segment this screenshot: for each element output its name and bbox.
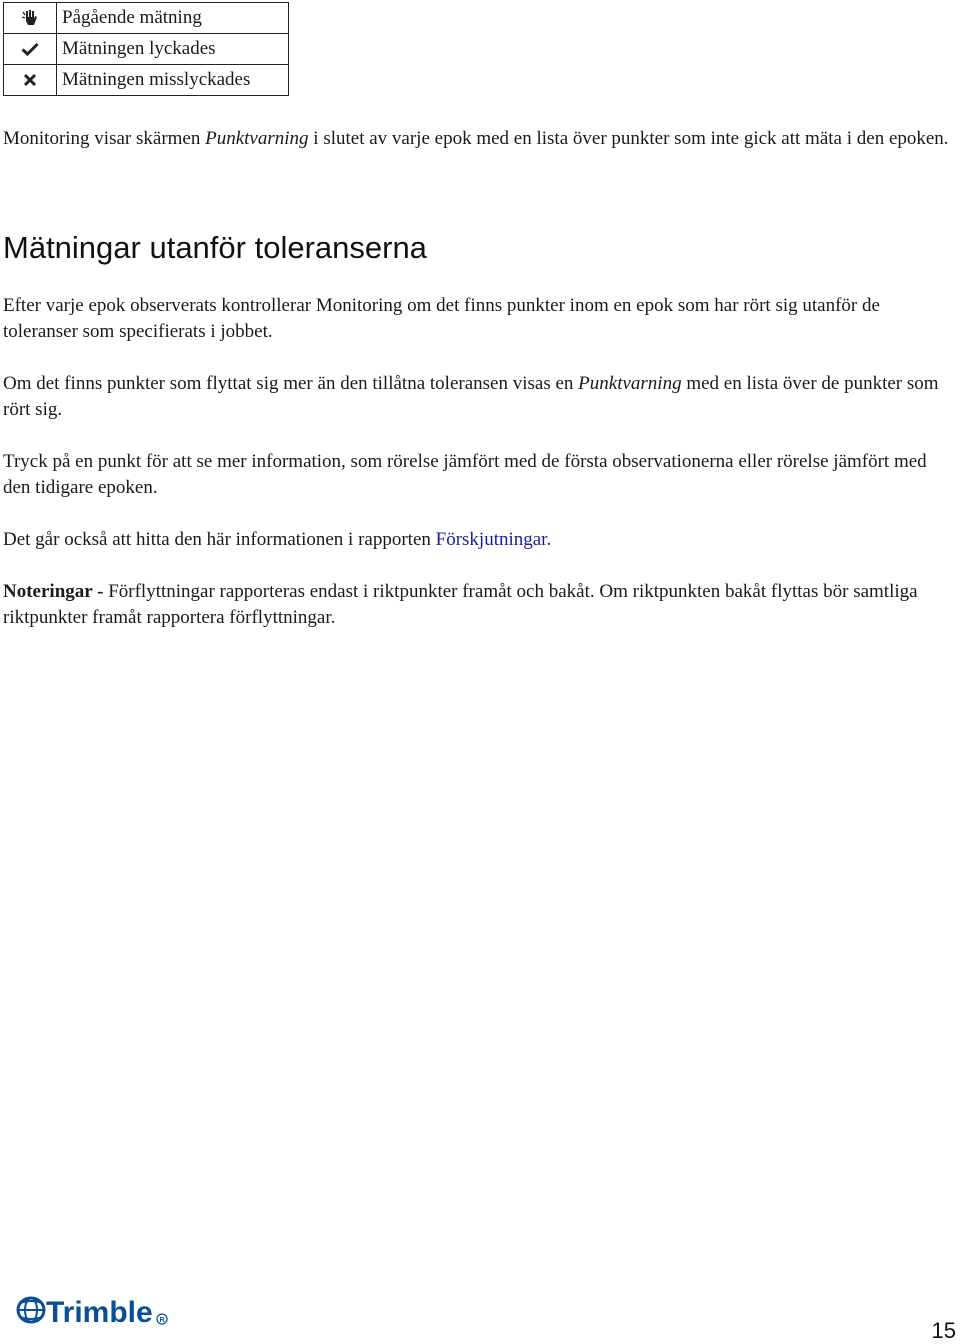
para4-text: Det går också att hitta den här informationen i rapporten [3, 529, 436, 550]
trimble-logo [16, 1292, 176, 1328]
intro-paragraph [3, 126, 958, 152]
measuring-hand-icon [4, 3, 57, 34]
intro-text-start: Monitoring visar skärmen [3, 128, 206, 149]
note-label: Noteringar - [3, 581, 104, 602]
para2-text-end: med en lista över de punkter som rört sig. [3, 373, 939, 420]
status-label-failed: Mätningen misslyckades [57, 65, 289, 96]
para2-text-start: Om det finns punkter som flyttat sig mer än den tillåtna toleransen visas en [3, 373, 579, 394]
paragraph-epoch-check: Efter varje epok observerats kontrollerar Monitoring om det finns punkter inom en epok som har rört sig utanför de toleranser som specifierats i jobbet. [3, 295, 880, 342]
page-number: 15 [931, 1318, 956, 1343]
paragraph-report [3, 527, 958, 553]
status-row-success [4, 34, 289, 65]
status-label-success: Mätningen lyckades [57, 34, 289, 65]
globe-icon [18, 1298, 44, 1322]
checkmark-icon [4, 34, 57, 65]
status-label-in-progress: Pågående mätning [57, 3, 289, 34]
para2-screen-name: Punktvarning [578, 373, 682, 394]
intro-screen-name: Punktvarning [205, 128, 309, 149]
paragraph-tap-point: Tryck på en punkt för att se mer information, som rörelse jämfört med de första observationerna eller rörelse jämfört med den tidigare epoken. [3, 451, 927, 498]
intro-text-end: i slutet av varje epok med en lista över punkter som inte gick att mäta i den epoken. [308, 128, 949, 149]
cross-icon [4, 65, 57, 96]
status-row-in-progress [4, 3, 289, 34]
paragraph-point-warning [3, 371, 958, 423]
section-heading: Mätningar utanför toleranserna [3, 230, 427, 265]
logo-wordmark: Trimble [46, 1296, 153, 1328]
svg-text:R: R [159, 1317, 165, 1324]
note-paragraph [3, 579, 958, 631]
status-legend-table [3, 2, 289, 96]
note-text: Förflyttningar rapporteras endast i riktpunkter framåt och bakåt. Om riktpunkten bakåt flyttas bör samtliga riktpunkter framåt rapportera förflyttningar. [3, 581, 918, 628]
status-row-failed [4, 65, 289, 96]
displacements-report-link[interactable]: Förskjutningar. [435, 529, 552, 550]
